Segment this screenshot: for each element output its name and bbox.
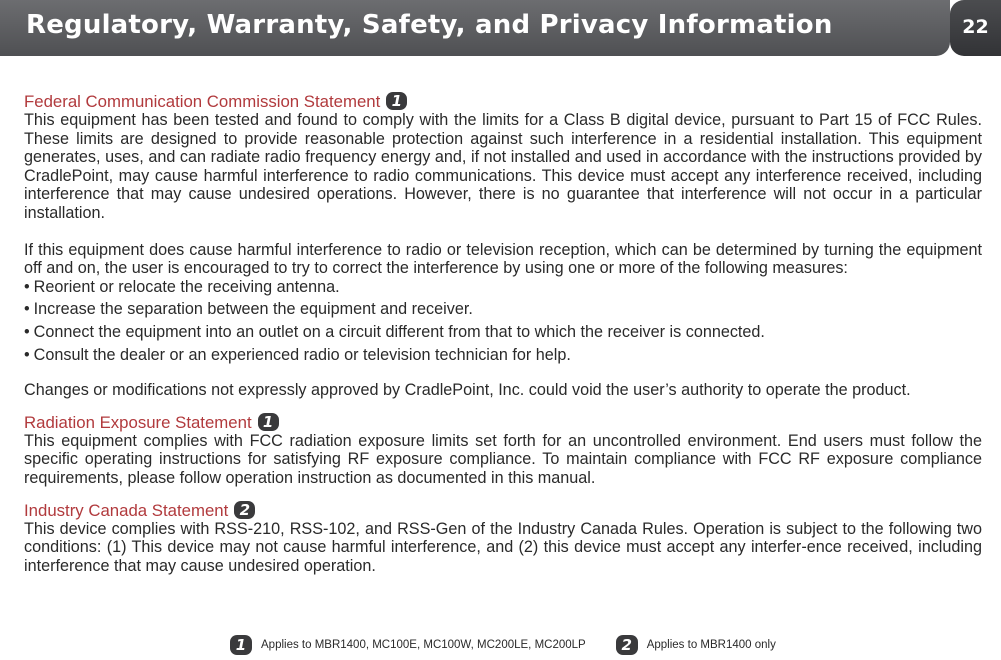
fcc-paragraph-2: If this equipment does cause harmful interference to radio or television reception, which can be determined by turning the equipment off and on, the user is encouraged to try to correct the interference by using one or more of the following measures: [24, 240, 982, 278]
list-item: • Increase the separation between the equipment and receiver. [24, 300, 982, 319]
footnote-text: Applies to MBR1400 only [646, 639, 776, 651]
footnote-2 [616, 635, 776, 655]
canada-heading [24, 501, 982, 520]
radiation-badge: 1 [258, 413, 279, 431]
radiation-heading-text: Radiation Exposure Statement [24, 412, 252, 432]
page-number-tab [950, 0, 1001, 56]
radiation-paragraph: This equipment complies with FCC radiation exposure limits set forth for an uncontrolled environment. End users must follow the specific operating instructions for satisfying RF exposure compliance. To maintain compliance with FCC RF exposure compliance requirements, please follow operation instruction as documented in this manual. [24, 431, 982, 487]
header-bar [0, 0, 950, 56]
canada-paragraph: This device complies with RSS-210, RSS-102, and RSS-Gen of the Industry Canada Rules. Operation is subject to the following two conditions: (1) This device may not cause harmful interference, and (2) this device must accept any interfer-ence received, including interference that may cause undesired operation. [24, 519, 982, 575]
canada-badge: 2 [234, 501, 255, 519]
fcc-measures-list [24, 278, 982, 364]
page-title: Regulatory, Warranty, Safety, and Privacy Information [26, 10, 833, 40]
fcc-heading [24, 92, 982, 111]
footnotes [230, 635, 776, 655]
list-item: • Consult the dealer or an experienced radio or television technician for help. [24, 346, 982, 365]
fcc-heading-text: Federal Communication Commission Statement [24, 92, 381, 111]
list-item: • Connect the equipment into an outlet on a circuit different from that to which the receiver is connected. [24, 323, 982, 342]
page-number: 22 [962, 16, 989, 38]
fcc-paragraph-1: This equipment has been tested and found to comply with the limits for a Class B digital device, pursuant to Part 15 of FCC Rules. These limits are designed to provide reasonable protection against such interference in a residential installation. This equipment generates, uses, and can radiate radio frequency energy and, if not installed and used in accordance with the instructions provided by CradlePoint, may cause harmful interference to radio communications. This device must accept any interference received, including interference that may cause undesired operations. However, there is no guarantee that interference will not occur in a particular installation. [24, 111, 982, 222]
radiation-heading [24, 413, 982, 432]
canada-heading-text: Industry Canada Statement [24, 500, 229, 520]
fcc-paragraph-3: Changes or modifications not expressly approved by CradlePoint, Inc. could void the user’s authority to operate the product. [24, 381, 911, 400]
document-body [24, 92, 982, 575]
footnote-badge: 1 [230, 635, 252, 655]
fcc-badge: 1 [386, 92, 407, 110]
list-item: • Reorient or relocate the receiving antenna. [24, 278, 982, 297]
footnote-1 [230, 635, 586, 655]
footnote-text: Applies to MBR1400, MC100E, MC100W, MC200LE, MC200LP [261, 639, 586, 651]
footnote-badge: 2 [616, 635, 638, 655]
